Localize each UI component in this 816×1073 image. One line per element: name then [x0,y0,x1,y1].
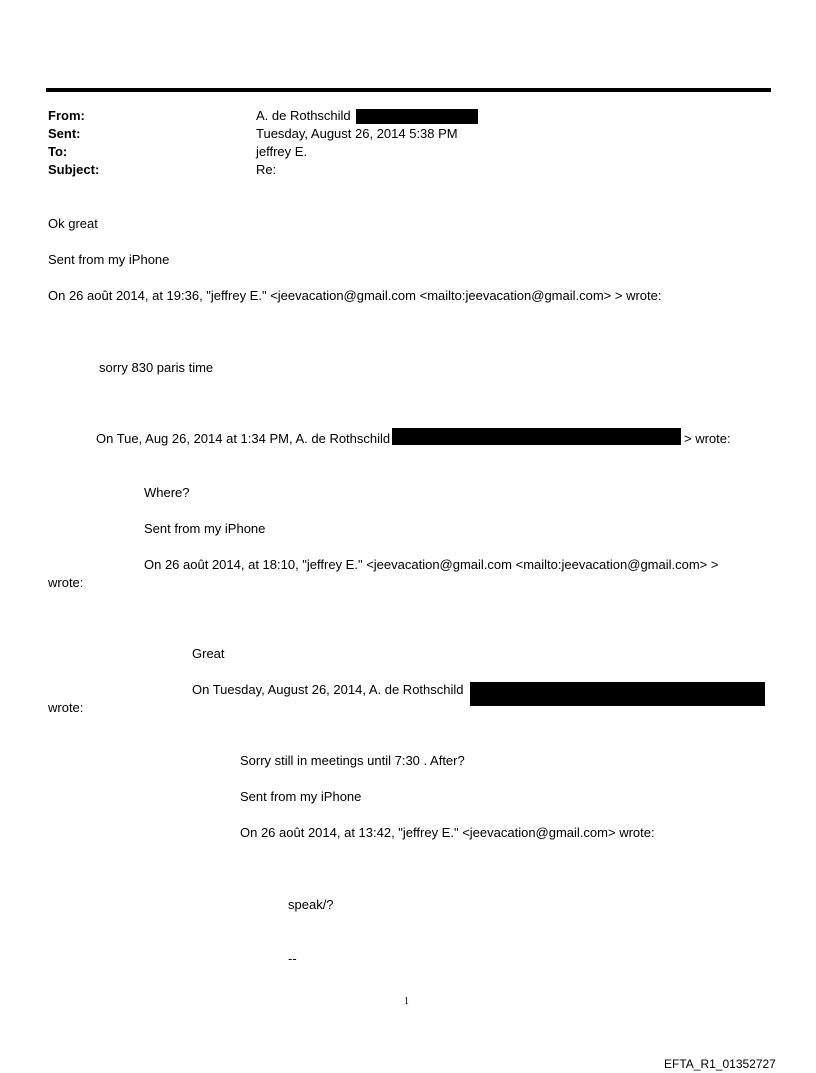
quote-header-post: > wrote: [684,431,731,446]
to-label: To: [48,144,68,159]
quote-header-wrap: wrote: [48,700,84,715]
quote-header-wrap: wrote: [48,575,84,590]
message-text: speak/? [288,897,334,912]
to-value: jeffrey E. [256,144,308,159]
sent-label: Sent: [48,126,81,141]
sent-value: Tuesday, August 26, 2014 5:38 PM [256,126,458,141]
subject-value: Re: [256,162,277,177]
reply-text: Ok great [48,216,98,231]
signature-line: Sent from my iPhone [144,521,266,536]
quote-header: On 26 août 2014, at 19:36, "jeffrey E." <jeevacation@gmail.com <mailto:jeevacation@gmail.com> > wrote: [48,288,662,303]
message-text: Great [192,646,225,661]
signature-dashes: -- [288,951,297,966]
from-value: A. de Rothschild [256,108,351,123]
page-number: 1 [404,996,409,1007]
signature-line: Sent from my iPhone [240,789,362,804]
message-text: Where? [144,485,190,500]
signature-line: Sent from my iPhone [48,252,170,267]
quote-header: On Tuesday, August 26, 2014, A. de Rothschild [192,682,464,697]
quote-header: On 26 août 2014, at 18:10, "jeffrey E." <jeevacation@gmail.com <mailto:jeevacation@gmail.com> > [144,557,719,572]
redaction-box-email [470,682,765,706]
quote-header-pre: On Tue, Aug 26, 2014 at 1:34 PM, A. de Rothschild [96,431,391,446]
quote-header: On 26 août 2014, at 13:42, "jeffrey E." <jeevacation@gmail.com> wrote: [240,825,655,840]
redaction-box-from [356,109,478,124]
subject-label: Subject: [48,162,100,177]
document-id: EFTA_R1_01352727 [664,1057,776,1071]
redaction-box-email [392,428,681,445]
message-text: sorry 830 paris time [99,360,214,375]
message-text: Sorry still in meetings until 7:30 . After? [240,753,465,768]
header-rule [46,88,771,92]
from-label: From: [48,108,85,123]
